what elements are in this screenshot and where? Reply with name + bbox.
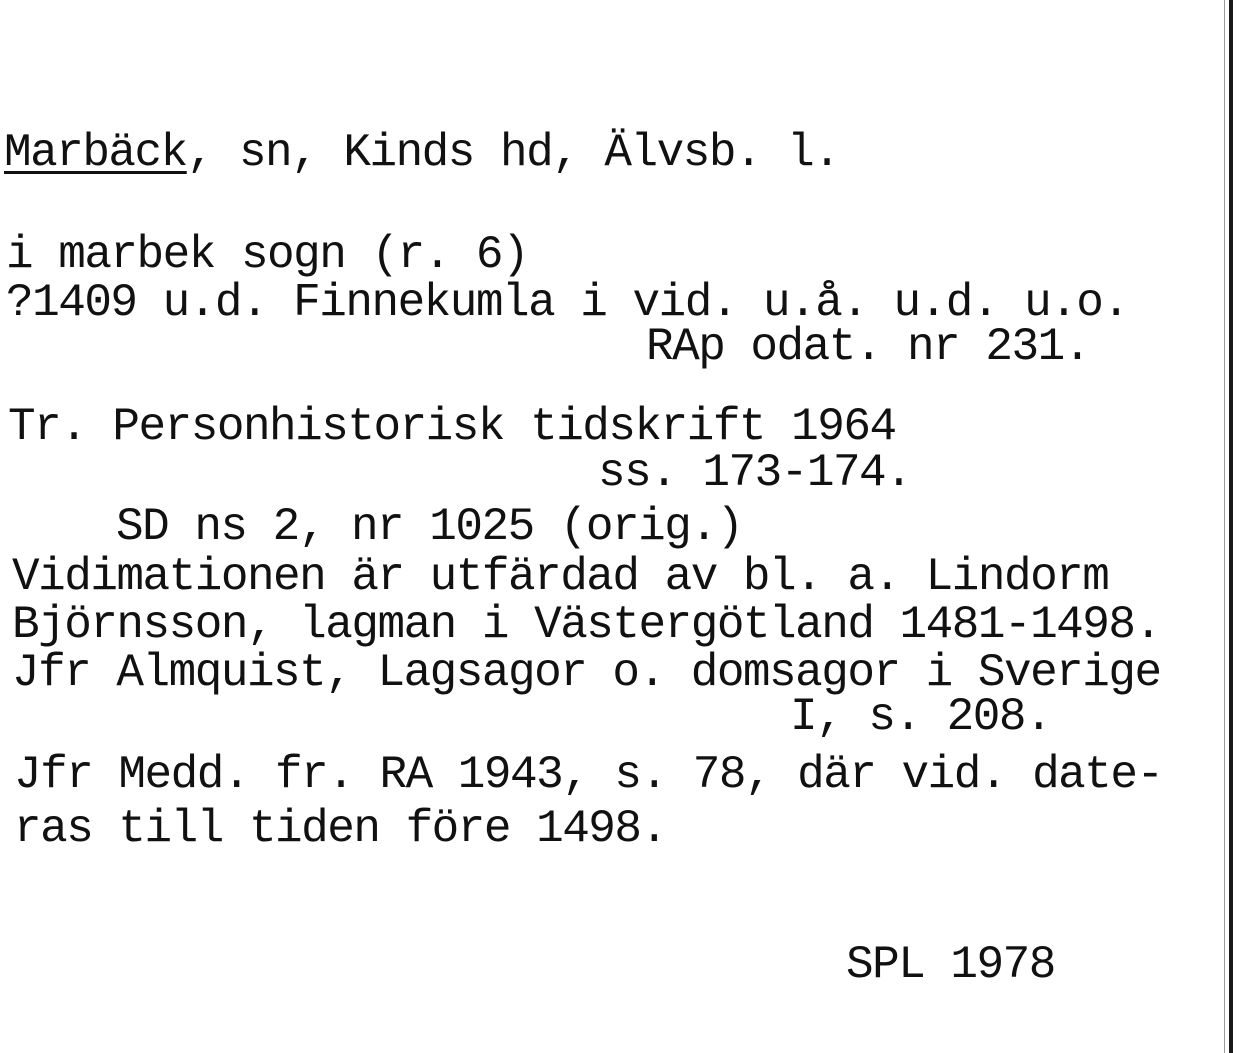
- note-line-2: Björnsson, lagman i Västergötland 1481-1498.: [12, 599, 1161, 651]
- card-edge-line-thin: [1224, 0, 1225, 1053]
- note-line-4: I, s. 208.: [790, 691, 1052, 743]
- signature: SPL 1978: [846, 939, 1055, 991]
- print-line-1: Tr. Personhistorisk tidskrift 1964: [8, 401, 896, 453]
- heading-details: , sn, Kinds hd, Älvsb. l.: [186, 127, 840, 179]
- print-line-2: ss. 173-174.: [598, 447, 912, 499]
- card-heading: [4, 128, 839, 178]
- source-line: RAp odat. nr 231.: [646, 321, 1090, 373]
- form-line: i marbek sogn (r. 6): [6, 229, 529, 281]
- headword: Marbäck: [4, 127, 187, 179]
- note2-line-2: ras till tiden före 1498.: [14, 803, 667, 855]
- note-line-3: Jfr Almquist, Lagsagor o. domsagor i Sverige: [12, 647, 1161, 699]
- date-line: ?1409 u.d. Finnekumla i vid. u.å. u.d. u.o.: [6, 277, 1129, 329]
- note2-line-1: Jfr Medd. fr. RA 1943, s. 78, där vid. date-: [14, 749, 1163, 801]
- note-line-1: Vidimationen är utfärdad av bl. a. Lindorm: [12, 551, 1109, 603]
- sd-line: SD ns 2, nr 1025 (orig.): [116, 501, 743, 553]
- card-edge-line: [1229, 0, 1233, 1053]
